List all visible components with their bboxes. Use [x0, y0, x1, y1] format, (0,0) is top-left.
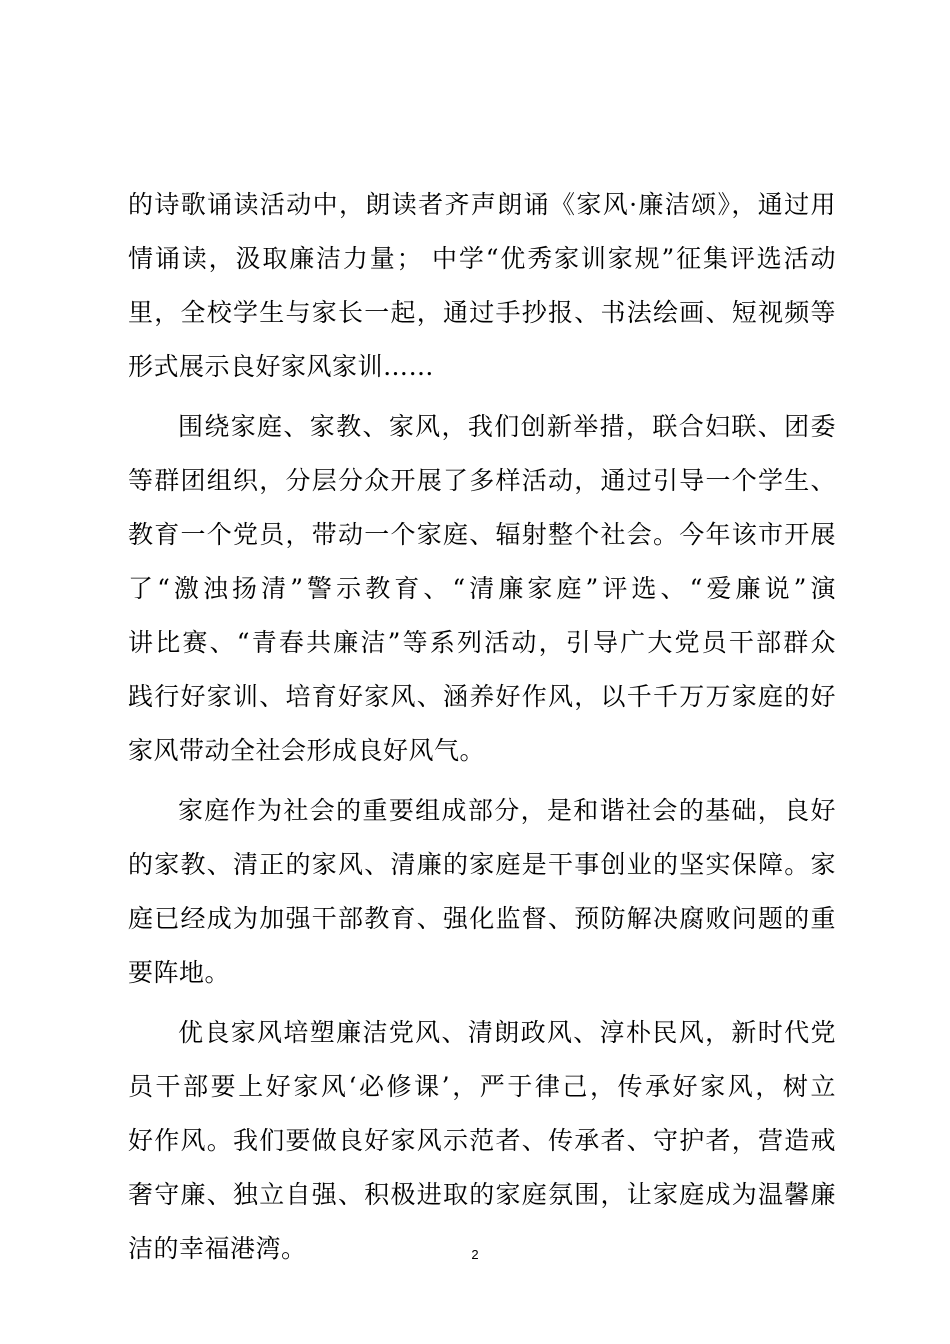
- paragraph-4: [128, 1006, 836, 1276]
- text-line: 奢守廉、独立自强、积极进取的家庭氛围，让家庭成为温馨廉: [128, 1180, 836, 1209]
- paragraph-1: [128, 178, 836, 394]
- text-line: 形式展示良好家风家训……: [128, 352, 435, 381]
- text-line: 洁的幸福港湾。: [128, 1234, 307, 1263]
- text-line: 讲比赛、“青春共廉洁”等系列活动，引导广大党员干部群众: [128, 628, 836, 657]
- text-line: 好作风。我们要做良好家风示范者、传承者、守护者，营造戒: [128, 1126, 836, 1155]
- text-line: 的家教、清正的家风、清廉的家庭是干事创业的坚实保障。家: [128, 850, 836, 879]
- body-text: [128, 178, 836, 1276]
- text-line: 里，全校学生与家长一起，通过手抄报、书法绘画、短视频等: [128, 298, 836, 327]
- text-line: 教育一个党员，带动一个家庭、辐射整个社会。今年该市开展: [128, 520, 836, 549]
- text-line: 情诵读，汲取廉洁力量； 中学“优秀家训家规”征集评选活动: [128, 244, 836, 273]
- text-line: 等群团组织，分层分众开展了多样活动，通过引导一个学生、: [128, 466, 836, 495]
- text-line: 要阵地。: [128, 958, 231, 987]
- text-line: 围绕家庭、家教、家风，我们创新举措，联合妇联、团委: [178, 412, 836, 441]
- text-line: 了“激浊扬清”警示教育、“清廉家庭”评选、“爱廉说”演: [128, 574, 836, 603]
- text-line: 家风带动全社会形成良好风气。: [128, 736, 486, 765]
- text-line: 员干部要上好家风‘必修课’，严于律己，传承好家风，树立: [128, 1072, 836, 1101]
- page-number: 2: [471, 1247, 479, 1262]
- text-line: 家庭作为社会的重要组成部分，是和谐社会的基础，良好: [178, 796, 836, 825]
- paragraph-2: [128, 400, 836, 778]
- text-line: 的诗歌诵读活动中，朗读者齐声朗诵《家风·廉洁颂》，通过用: [128, 190, 836, 219]
- paragraph-3: [128, 784, 836, 1000]
- text-line: 优良家风培塑廉洁党风、清朗政风、淳朴民风，新时代党: [178, 1018, 836, 1047]
- text-line: 践行好家训、培育好家风、涵养好作风，以千千万万家庭的好: [128, 682, 836, 711]
- text-line: 庭已经成为加强干部教育、强化监督、预防解决腐败问题的重: [128, 904, 836, 933]
